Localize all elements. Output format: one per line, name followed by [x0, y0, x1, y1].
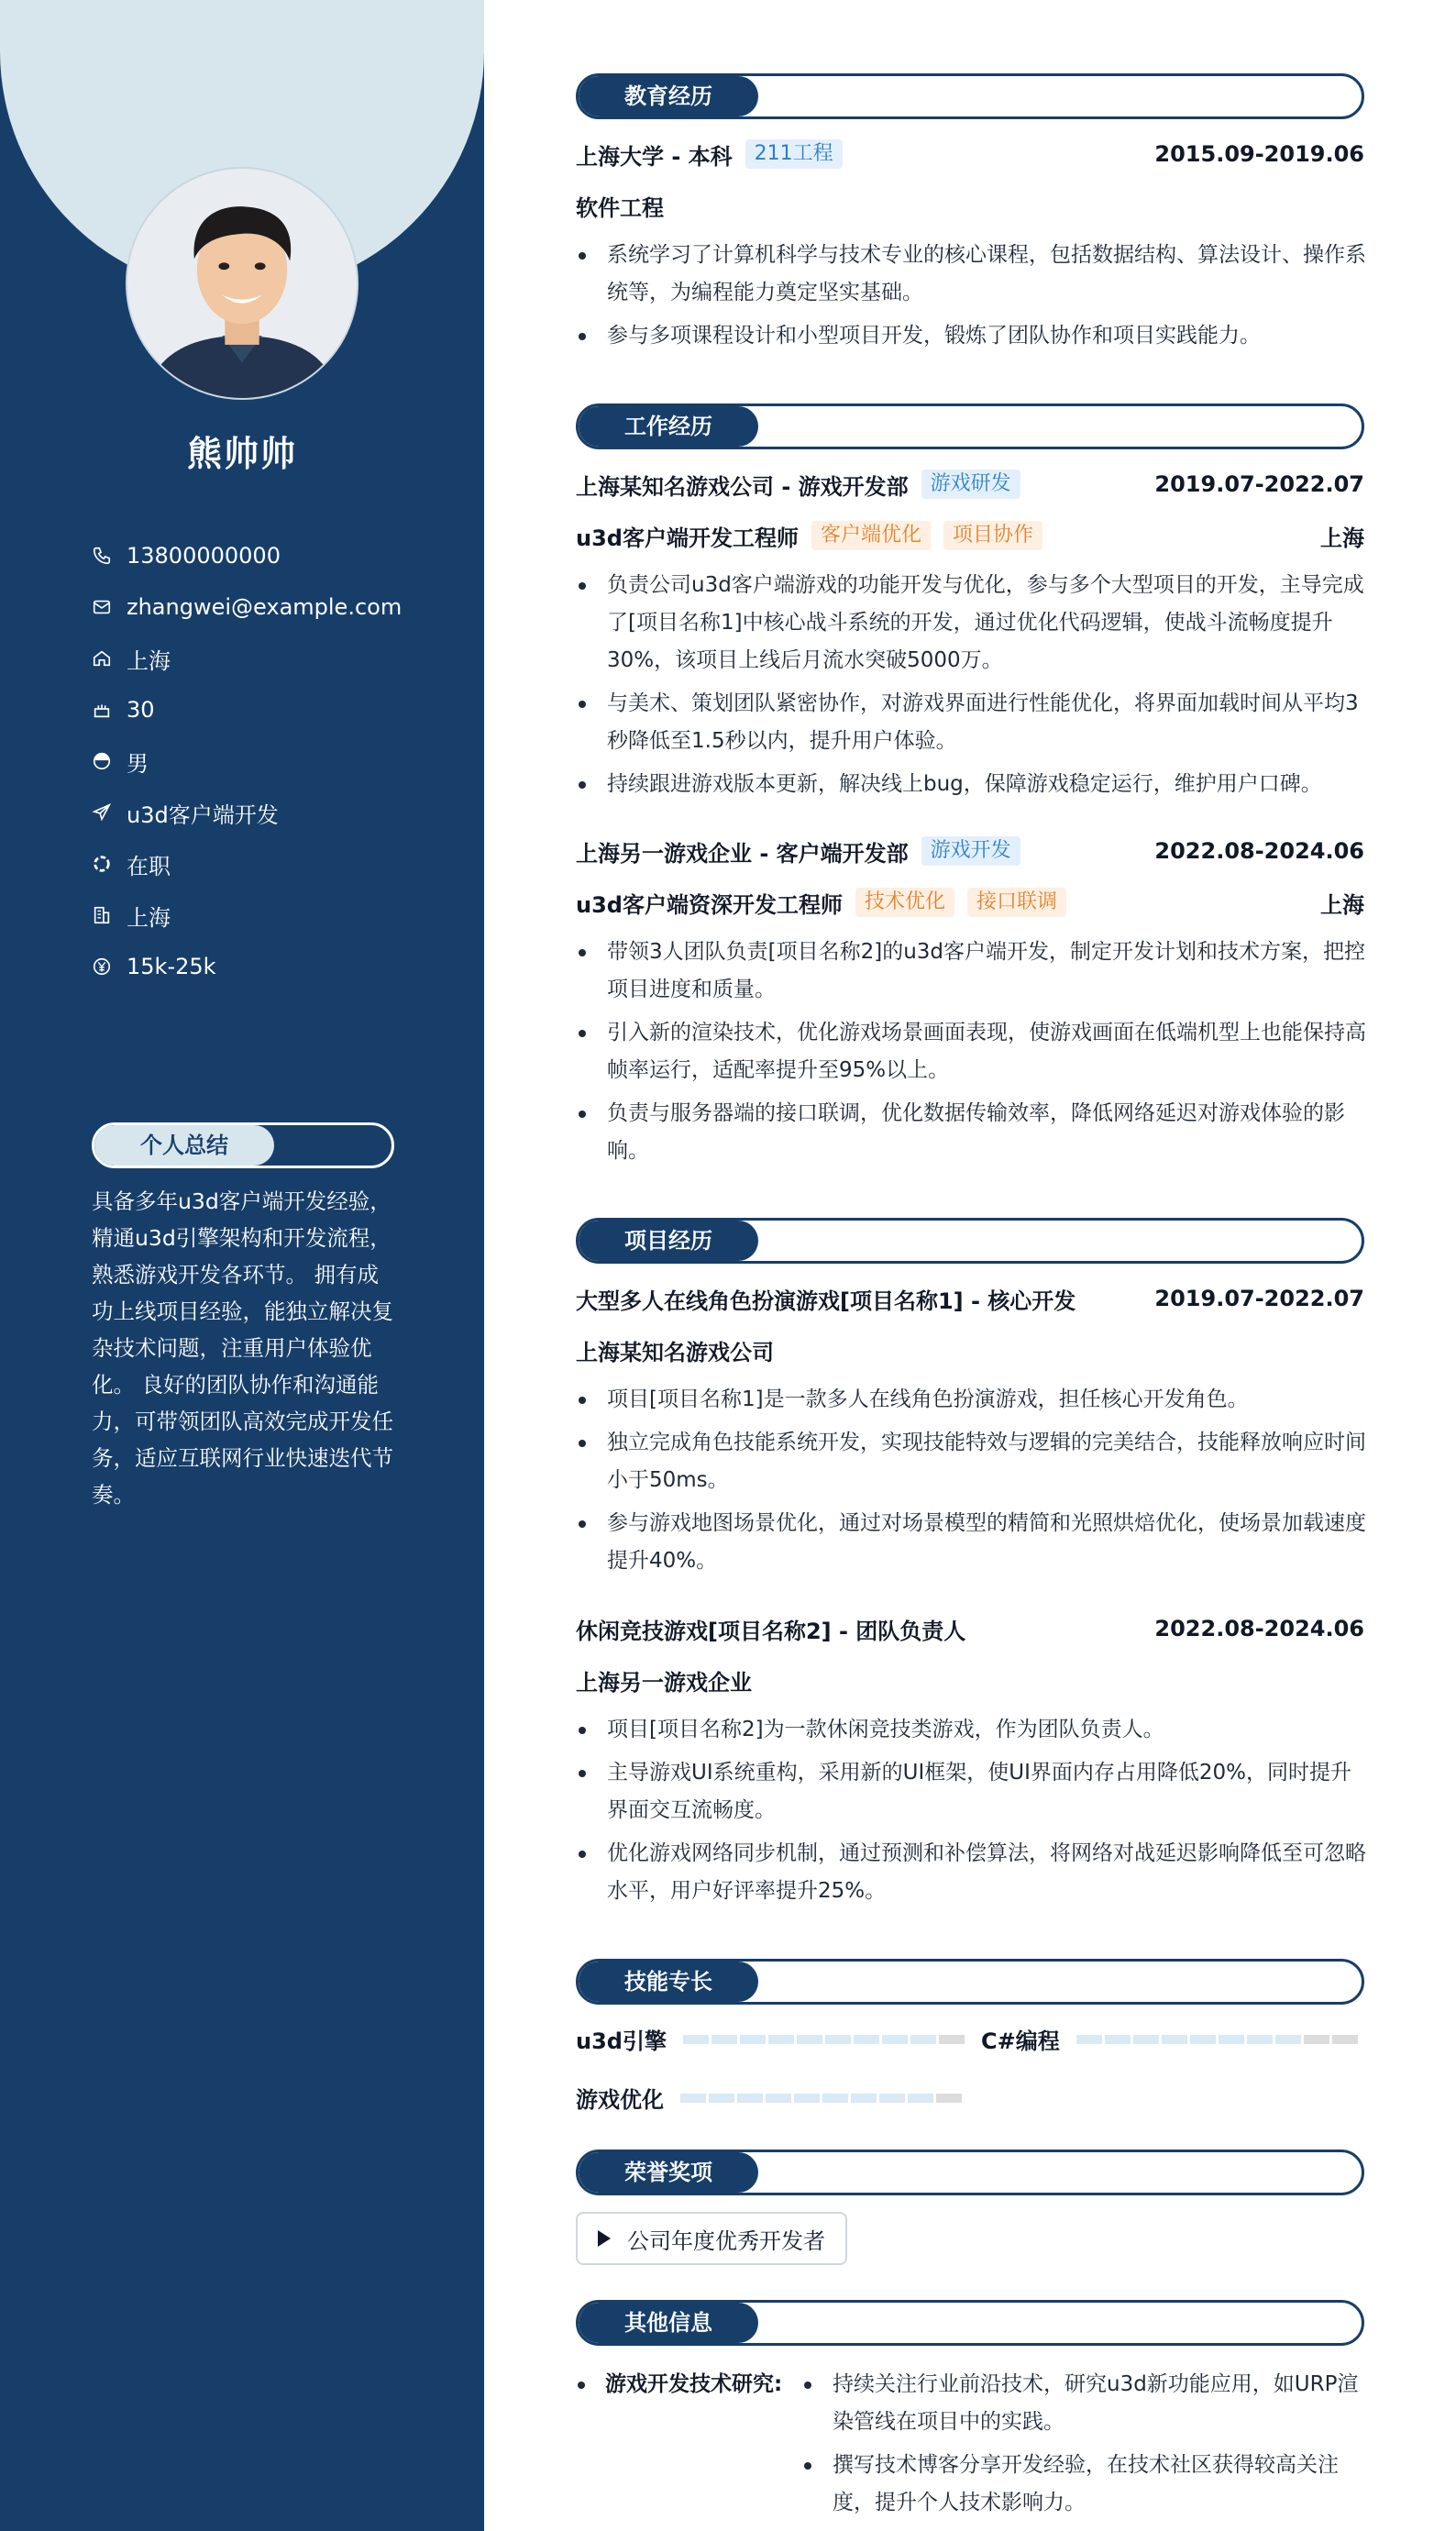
skill-level-segment — [854, 2035, 879, 2044]
skill-level-segment — [908, 2094, 933, 2103]
phone-icon — [90, 544, 114, 568]
project-bullets — [576, 1381, 1366, 1586]
other-section-header — [576, 2300, 1364, 2346]
work-role-row — [576, 886, 1364, 919]
education-title: 教育经历 — [624, 83, 712, 109]
skill-level-segment — [825, 2035, 851, 2044]
skill-level-segment — [1162, 2035, 1187, 2044]
other-lead: 游戏开发技术研究: — [576, 2366, 796, 2404]
award-item — [576, 2212, 847, 2265]
summary-section-header — [92, 1122, 394, 1168]
major-row — [576, 189, 1364, 222]
role-tag: 项目协作 — [943, 521, 1042, 550]
skill-level-segment — [1076, 2035, 1102, 2044]
skill-level-segment — [683, 2035, 709, 2044]
list-item: 持续跟进游戏版本更新，解决线上bug，保障游戏稳定运行，维护用户口碑。 — [576, 766, 1366, 803]
skill-level-segment — [768, 2035, 794, 2044]
role-tag: 技术优化 — [855, 888, 954, 917]
info-age — [90, 684, 457, 735]
cake-icon — [90, 698, 114, 722]
skill-level-segment — [1219, 2035, 1244, 2044]
project-title: 休闲竞技游戏[项目名称2] - 团队负责人 — [576, 1618, 966, 1644]
skill-level-segment — [1332, 2035, 1358, 2044]
skill-item — [576, 2023, 967, 2055]
project-date: 2019.07-2022.07 — [1154, 1286, 1364, 1311]
skill-level-bar — [680, 2094, 965, 2103]
skill-level-segment — [851, 2094, 877, 2103]
info-status-text: 在职 — [127, 853, 171, 879]
project-row — [576, 1612, 1364, 1645]
work-company-row — [576, 834, 1364, 868]
skill-level-segment — [882, 2035, 908, 2044]
summary-title: 个人总结 — [140, 1133, 228, 1158]
skill-level-segment — [1133, 2035, 1159, 2044]
list-item: 带领3人团队负责[项目名称2]的u3d客户端开发，制定开发计划和技术方案，把控项目进度和质量。 — [576, 934, 1366, 1009]
home-icon — [90, 647, 114, 670]
education-section-header — [576, 73, 1364, 119]
info-phone-text: 13800000000 — [127, 543, 281, 569]
list-item: 持续关注行业前沿技术，研究u3d新功能应用，如URP渲染管线在项目中的实践。 — [801, 2366, 1362, 2441]
company-name: 上海某知名游戏公司 - 游戏开发部 — [576, 473, 909, 500]
list-item: 项目[项目名称2]为一款休闲竞技类游戏，作为团队负责人。 — [576, 1711, 1366, 1749]
skill-level-segment — [709, 2094, 734, 2103]
paper-plane-icon — [90, 801, 114, 824]
skill-level-bar — [1076, 2035, 1361, 2044]
other-bullets — [801, 2366, 1362, 2527]
awards-section-header — [576, 2150, 1364, 2195]
skills-title: 技能专长 — [624, 1969, 712, 1995]
status-icon — [90, 852, 114, 876]
gender-icon — [90, 749, 114, 773]
info-email-text: zhangwei@example.com — [127, 594, 403, 620]
skill-level-segment — [1105, 2035, 1131, 2044]
skill-level-segment — [711, 2035, 737, 2044]
skill-level-segment — [1190, 2035, 1216, 2044]
skill-level-segment — [1304, 2035, 1329, 2044]
projects-title: 项目经历 — [624, 1228, 712, 1254]
company-name: 上海另一游戏企业 - 客户端开发部 — [576, 840, 909, 867]
list-item: 负责与服务器端的接口联调，优化数据传输效率，降低网络延迟对游戏体验的影响。 — [576, 1095, 1366, 1170]
info-status — [90, 838, 457, 890]
info-position — [90, 787, 457, 838]
education-bullets — [576, 237, 1366, 360]
skill-level-segment — [737, 2094, 763, 2103]
info-salary-text: 15k-25k — [127, 954, 216, 979]
info-work-city-text: 上海 — [127, 904, 171, 931]
avatar — [126, 167, 358, 400]
work-company-row — [576, 468, 1364, 501]
other-title: 其他信息 — [624, 2310, 712, 2336]
skill-item — [981, 2023, 1361, 2055]
list-item: 负责公司u3d客户端游戏的功能开发与优化，参与多个大型项目的开发，主导完成了[项目名称1]中核心战斗系统的开发，通过优化代码逻辑，使战斗流畅度提升30%，该项目上线后月流水突破5000万。 — [576, 567, 1366, 680]
building-icon — [90, 903, 114, 927]
awards-title: 荣誉奖项 — [624, 2160, 712, 2185]
info-gender-text: 男 — [127, 750, 149, 777]
project-bullets — [576, 1711, 1366, 1916]
list-item: 与美术、策划团队紧密协作，对游戏界面进行性能优化，将界面加载时间从平均3秒降低至1.5秒以内，提升用户体验。 — [576, 685, 1366, 760]
summary-text: 具备多年u3d客户端开发经验，精通u3d引擎架构和开发流程，熟悉游戏开发各环节。 拥有成功上线项目经验，能独立解决复杂技术问题，注重用户体验优化。 良好的团队协作和沟通能力，可带领团队高效完成开发任务，适应互联网行业快速迭代节奏。 — [92, 1188, 393, 1508]
work-bullets — [576, 934, 1366, 1176]
role-tag: 接口联调 — [967, 888, 1066, 917]
work-city: 上海 — [1320, 525, 1364, 551]
skill-level-segment — [1247, 2035, 1273, 2044]
project-company: 上海某知名游戏公司 — [576, 1339, 774, 1365]
salary-icon — [90, 955, 114, 978]
work-date: 2019.07-2022.07 — [1154, 471, 1364, 497]
skill-level-segment — [1275, 2035, 1301, 2044]
work-role-row — [576, 519, 1364, 552]
info-email — [90, 581, 457, 633]
education-date: 2015.09-2019.06 — [1154, 141, 1364, 167]
list-item: 系统学习了计算机科学与技术专业的核心课程，包括数据结构、算法设计、操作系统等，为编程能力奠定坚实基础。 — [576, 237, 1366, 312]
job-role: u3d客户端资深开发工程师 — [576, 891, 843, 918]
work-title: 工作经历 — [624, 414, 712, 439]
list-item: 主导游戏UI系统重构，采用新的UI框架，使UI界面内存占用降低20%，同时提升界面交互流畅度。 — [576, 1754, 1366, 1829]
projects-section-header — [576, 1218, 1364, 1264]
project-company-row — [576, 1663, 1364, 1697]
company-tag: 游戏研发 — [921, 470, 1020, 499]
skill-name: u3d引擎 — [576, 2028, 667, 2054]
major: 软件工程 — [576, 194, 664, 221]
skills-section-header — [576, 1959, 1364, 2005]
list-item: 引入新的渲染技术，优化游戏场景画面表现，使游戏画面在低端机型上也能保持高帧率运行，适配率提升至95%以上。 — [576, 1014, 1366, 1089]
project-row — [576, 1282, 1364, 1315]
list-item: 优化游戏网络同步机制，通过预测和补偿算法，将网络对战延迟影响降低至可忽略水平，用户好评率提升25%。 — [576, 1835, 1366, 1910]
project-company-row — [576, 1333, 1364, 1366]
list-item: 参与游戏地图场景优化，通过对场景模型的精简和光照烘焙优化，使场景加载速度提升40%。 — [576, 1505, 1366, 1580]
mail-icon — [90, 595, 114, 619]
education-row — [576, 138, 1364, 171]
work-section-header — [576, 403, 1364, 449]
skill-level-segment — [879, 2094, 905, 2103]
list-item: 撰写技术博客分享开发经验，在技术社区获得较高关注度，提升个人技术影响力。 — [801, 2447, 1362, 2522]
sidebar — [0, 0, 484, 2531]
skill-level-segment — [936, 2094, 962, 2103]
info-location — [90, 633, 457, 684]
skill-name: 游戏优化 — [576, 2087, 664, 2113]
contact-info-list — [90, 530, 457, 992]
info-position-text: u3d客户端开发 — [127, 801, 279, 828]
company-tag: 游戏开发 — [921, 836, 1020, 866]
work-city: 上海 — [1320, 891, 1364, 918]
list-item: 参与多项课程设计和小型项目开发，锻炼了团队协作和项目实践能力。 — [576, 317, 1366, 355]
project-company: 上海另一游戏企业 — [576, 1669, 752, 1696]
award-text: 公司年度优秀开发者 — [627, 2227, 825, 2254]
avatar-portrait — [127, 169, 357, 398]
info-phone — [90, 530, 457, 581]
skill-level-segment — [794, 2094, 820, 2103]
skill-level-segment — [939, 2035, 965, 2044]
skill-level-segment — [680, 2094, 706, 2103]
skill-level-segment — [740, 2035, 766, 2044]
skill-level-segment — [797, 2035, 822, 2044]
job-role: u3d客户端开发工程师 — [576, 525, 799, 551]
skill-name: C#编程 — [981, 2028, 1060, 2054]
info-gender — [90, 735, 457, 787]
skill-level-segment — [766, 2094, 791, 2103]
list-item: 项目[项目名称1]是一款多人在线角色扮演游戏，担任核心开发角色。 — [576, 1381, 1366, 1419]
work-bullets — [576, 567, 1366, 809]
role-tag: 客户端优化 — [811, 521, 931, 550]
skill-level-segment — [910, 2035, 936, 2044]
info-location-text: 上海 — [127, 647, 171, 674]
project-date: 2022.08-2024.06 — [1154, 1616, 1364, 1641]
school-name: 上海大学 - 本科 — [576, 143, 733, 170]
list-item: 独立完成角色技能系统开发，实现技能特效与逻辑的完美结合，技能释放响应时间小于50ms。 — [576, 1424, 1366, 1499]
info-salary — [90, 941, 457, 992]
skill-level-bar — [683, 2035, 967, 2044]
school-tag: 211工程 — [745, 139, 843, 169]
skill-item — [576, 2082, 965, 2114]
info-work-city — [90, 890, 457, 941]
info-age-text: 30 — [127, 697, 155, 723]
project-title: 大型多人在线角色扮演游戏[项目名称1] - 核心开发 — [576, 1288, 1076, 1314]
candidate-name: 熊帅帅 — [186, 434, 297, 474]
play-triangle-icon — [598, 2230, 611, 2247]
work-date: 2022.08-2024.06 — [1154, 838, 1364, 864]
skill-level-segment — [822, 2094, 848, 2103]
